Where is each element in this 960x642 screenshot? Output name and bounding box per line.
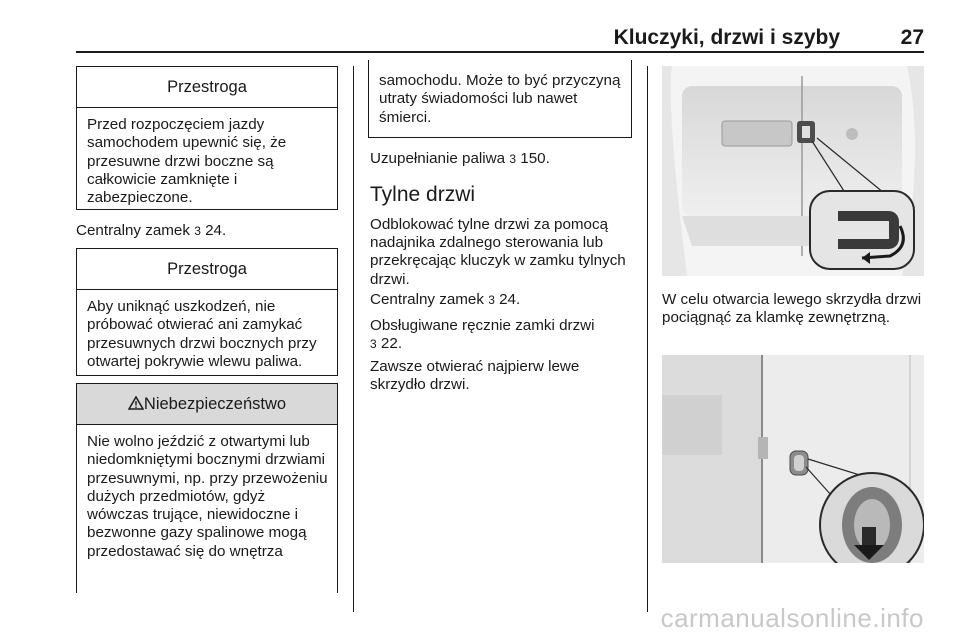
caution-box-2 <box>76 248 338 376</box>
danger-title-text: Niebezpieczeństwo <box>143 395 287 413</box>
caution-title: Przestroga <box>77 67 337 108</box>
danger-title <box>77 384 337 425</box>
central-lock-ref-2 <box>370 291 632 309</box>
door-handle-illustration <box>662 355 924 563</box>
arrow-ref-icon: 3 <box>509 152 517 166</box>
ref-text: Uzupełnianie paliwa <box>370 150 506 167</box>
danger-box-continued <box>368 60 632 138</box>
caution-title: Przestroga <box>77 249 337 290</box>
danger-text-continued: samochodu. Może to być przyczyną utraty świadomości lub nawet śmierci. <box>379 72 621 126</box>
watermark: carmanualsonline.info <box>660 603 924 633</box>
central-lock-ref <box>76 222 338 240</box>
rear-door-unlock-text: Odblokować tylne drzwi za pomocą nadajnika zdalnego sterowania lub przekręcając kluczyk w zamku tylnych drzwi. <box>370 216 626 288</box>
arrow-ref-icon: 3 <box>194 224 201 238</box>
danger-text: Nie wolno jeździć z otwartymi lub niedomkniętymi bocznymi drzwiami przesuwnymi, np. przy przewożeniu dużych przedmiotów, gdyż wówczas trujące, niewidoczne i bezwonne gazy spalinowe mogą przedostawać się do wnętrza <box>87 433 328 560</box>
ref-text: Obsługiwane ręcznie zamki drzwi <box>370 317 595 334</box>
danger-box <box>76 383 338 593</box>
ref-page[interactable]: 150. <box>520 150 550 167</box>
open-left-first-text: Zawsze otwierać najpierw lewe skrzydło drzwi. <box>370 358 580 394</box>
column-divider-1 <box>353 66 354 612</box>
caution-text: Aby uniknąć uszkodzeń, nie próbować otwierać ani zamykać przesuwnych drzwi bocznych przy otwartej pokrywie wlewu paliwa. <box>87 298 317 370</box>
arrow-ref-icon: 3 <box>488 293 495 307</box>
column-divider-2 <box>647 66 648 612</box>
manual-locks-ref <box>370 317 632 353</box>
ref-page[interactable]: 22. <box>380 335 403 353</box>
warning-triangle-icon <box>128 396 144 410</box>
header-rule <box>76 51 924 53</box>
arrow-ref-icon: 3 <box>370 337 377 352</box>
refuel-ref <box>370 150 632 168</box>
caution-box-1 <box>76 66 338 210</box>
section-title: Tylne drzwi <box>370 183 476 206</box>
ref-page[interactable]: 24. <box>499 291 521 308</box>
ref-text: Centralny zamek <box>370 291 484 308</box>
rear-door-lock-illustration <box>662 66 924 276</box>
ref-text: Centralny zamek <box>76 222 190 239</box>
page-number: 27 <box>900 26 924 49</box>
ref-page[interactable]: 24. <box>205 222 227 239</box>
figure-caption: W celu otwarcia lewego skrzydła drzwi pociągnąć za klamkę zewnętrzną. <box>662 291 922 327</box>
chapter-title: Kluczyki, drzwi i szyby <box>613 26 840 49</box>
caution-text: Przed rozpoczęciem jazdy samochodem upewnić się, że przesuwne drzwi boczne są całkowicie zamknięte i zabezpieczone. <box>87 116 287 207</box>
